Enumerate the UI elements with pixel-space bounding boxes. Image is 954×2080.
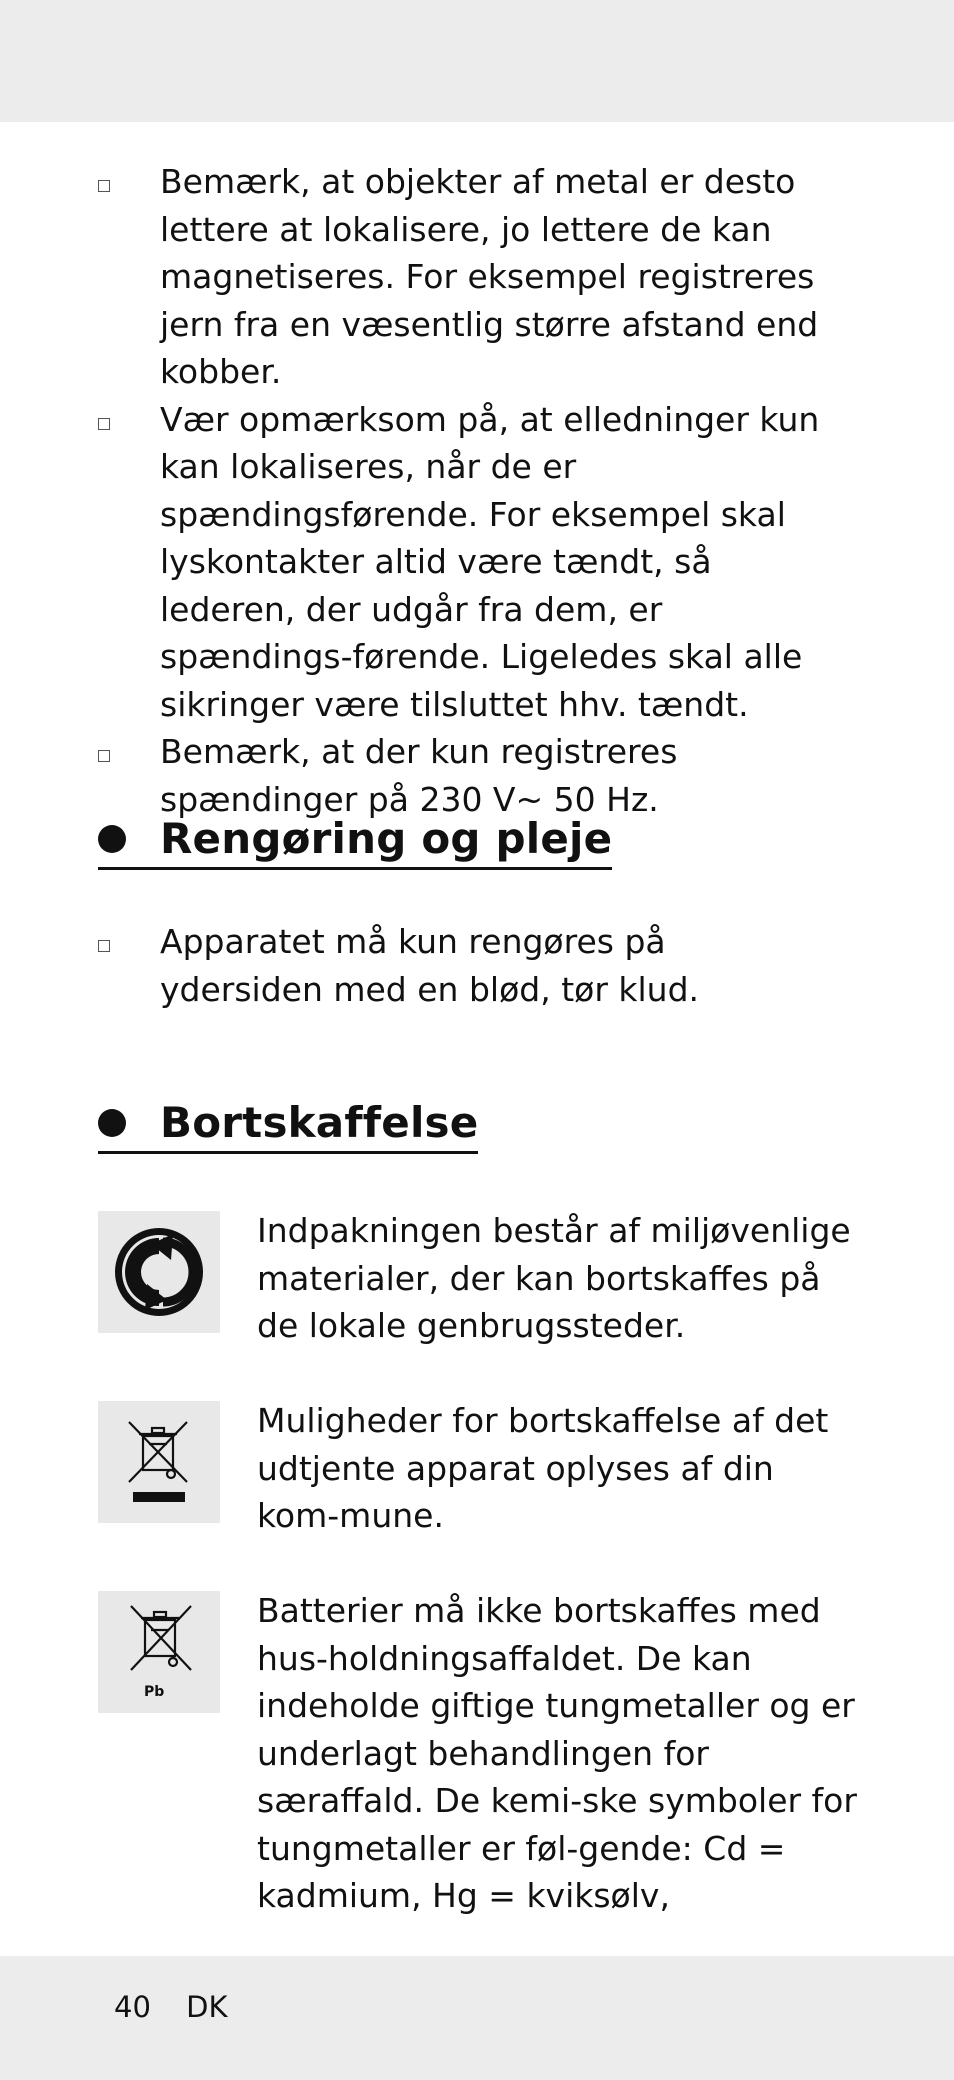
page-number: 40 — [114, 1990, 151, 2024]
checkbox-square-icon — [98, 180, 110, 192]
list-item — [98, 158, 838, 396]
disposal-text: Muligheder for bortskaffelse af det udtjente apparat oplyses af din kom-mune. — [257, 1401, 829, 1535]
battery-bin-pb-icon — [98, 1591, 220, 1713]
list-item-text: Bemærk, at objekter af metal er desto lettere at lokalisere, jo lettere de kan magnetiseres. For eksempel registreres jern fra en væsentlig større afstand end kobber. — [160, 162, 819, 391]
checkbox-square-icon — [98, 750, 110, 762]
list-item-text: Apparatet må kun rengøres på ydersiden med en blød, tør klud. — [160, 922, 700, 1009]
list-item — [98, 396, 838, 729]
section-heading-disposal — [98, 1098, 478, 1154]
section-title: Bortskaffelse — [160, 1098, 479, 1147]
list-item-text: Vær opmærksom på, at elledninger kun kan lokaliseres, når de er spændingsførende. For eksempel skal lyskontakter altid være tændt, så lederen, der udgår fra dem, er spændings-førende. Ligeledes skal alle sikringer være tilsluttet hhv. tændt. — [160, 399, 820, 724]
list-item-text: Bemærk, at der kun registreres spændinger på 230 V~ 50 Hz. — [160, 732, 678, 819]
disposal-text: Indpakningen består af miljøvenlige materialer, der kan bortskaffes på de lokale genbrugssteder. — [257, 1211, 851, 1345]
checkbox-square-icon — [98, 418, 110, 430]
disposal-text: Batterier må ikke bortskaffes med hus-holdningsaffaldet. De kan indeholde giftige tungmetaller og er underlagt behandlingen for særaffald. De kemi-ske symboler for tungmetaller er føl-gende: Cd = kadmium, Hg = kviksølv, — [257, 1591, 857, 1915]
language-code: DK — [186, 1990, 228, 2024]
cleaning-list — [98, 918, 838, 1013]
header-band — [0, 0, 954, 122]
section-heading-cleaning — [98, 814, 612, 870]
green-dot-recycling-icon — [98, 1211, 220, 1333]
page-footer — [114, 1990, 253, 2024]
list-item — [98, 728, 838, 823]
checkbox-square-icon — [98, 940, 110, 952]
bullet-dot-icon — [98, 825, 126, 853]
crossed-out-wheelie-bin-icon — [98, 1401, 220, 1523]
notes-list — [98, 158, 838, 823]
list-item — [98, 918, 838, 1013]
bullet-dot-icon — [98, 1109, 126, 1137]
pb-label: Pb — [144, 1684, 165, 1700]
section-title: Rengøring og pleje — [160, 814, 613, 863]
